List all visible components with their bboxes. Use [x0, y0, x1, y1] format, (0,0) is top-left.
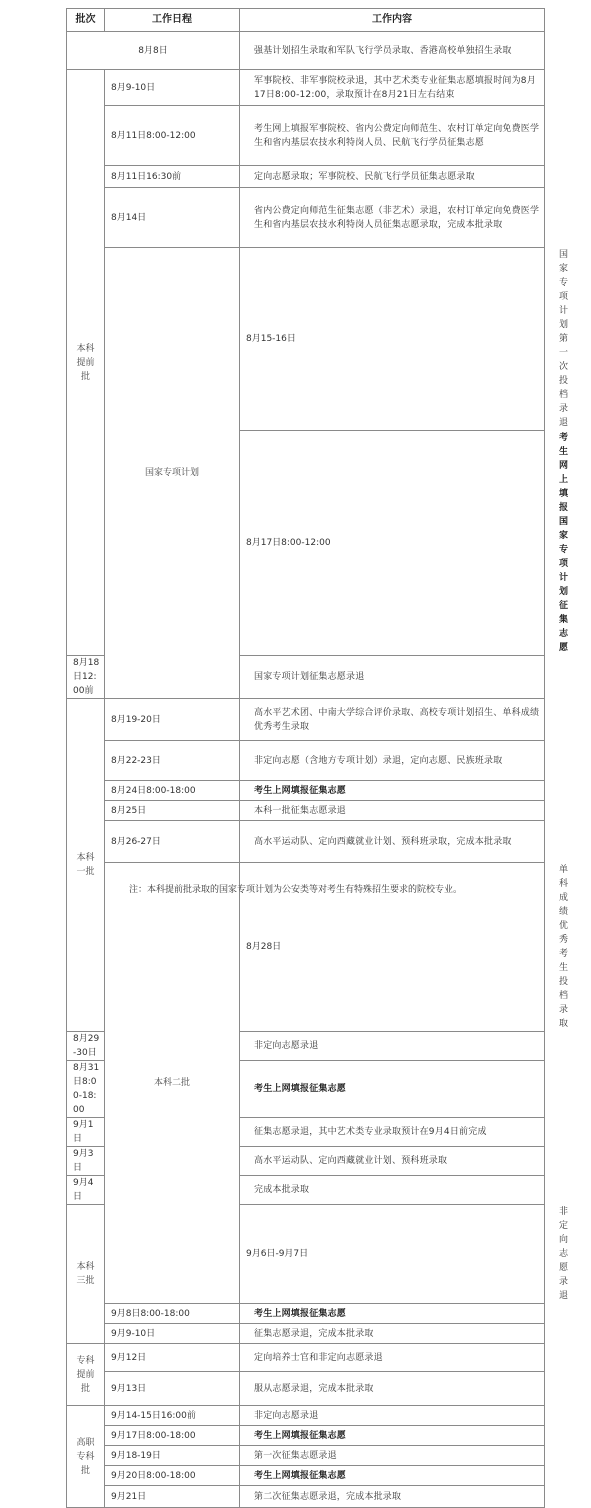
date-cell: 8月29-30日 — [67, 1032, 105, 1061]
table-row — [67, 1446, 545, 1466]
work-content-cell: 军事院校、非军事院校录退，其中艺术类专业征集志愿填报时间为8月17日8:00-12:00，录取预计在8月21日左右结束 — [240, 70, 545, 106]
work-content-cell: 非定向志愿录退 — [240, 1406, 545, 1426]
batch-cell: 国家专项计划 — [105, 248, 240, 699]
table-row — [67, 781, 545, 801]
table-row — [67, 1406, 545, 1426]
batch-cell: 专科提前批 — [67, 1344, 105, 1406]
date-cell: 8月22-23日 — [105, 741, 240, 781]
date-cell: 8月11日16:30前 — [105, 166, 240, 188]
table-row: 8月17日8:00-12:00 考生网上填报国家专项计划征集志愿 — [67, 431, 545, 656]
date-cell: 8月18日12:00前 — [67, 656, 105, 699]
table-row — [67, 1466, 545, 1486]
date-cell: 9月14-15日16:00前 — [105, 1406, 240, 1426]
table-row — [67, 801, 545, 821]
date-cell: 8月19-20日 — [105, 699, 240, 741]
work-content-cell: 完成本批录取 — [240, 1176, 545, 1205]
work-content-cell: 强基计划招生录取和军队飞行学员录取、香港高校单独招生录取 — [240, 32, 545, 70]
work-content-cell: 定向志愿录取；军事院校、民航飞行学员征集志愿录取 — [240, 166, 545, 188]
table-row: 本科三批 9月6日-9月7日 非定向志愿录退 — [67, 1205, 545, 1304]
table-row — [67, 32, 545, 70]
work-content-cell: 考生网上填报军事院校、省内公费定向师范生、农村订单定向免费医学生和省内基层农技水利特岗人员、民航飞行学员征集志愿 — [240, 106, 545, 166]
table-row — [67, 70, 545, 106]
date-cell: 9月4日 — [67, 1176, 105, 1205]
date-cell: 8月17日8:00-12:00 — [240, 431, 545, 656]
date-cell: 9月21日 — [105, 1486, 240, 1508]
table-row — [67, 188, 545, 248]
date-cell: 9月9-10日 — [105, 1324, 240, 1344]
batch-cell: 本科二批 — [105, 863, 240, 1304]
date-cell: 8月24日8:00-18:00 — [105, 781, 240, 801]
batch-cell: 高职专科批 — [67, 1406, 105, 1508]
date-cell: 9月17日8:00-18:00 — [105, 1426, 240, 1446]
date-cell: 9月20日8:00-18:00 — [105, 1466, 240, 1486]
table-row — [67, 699, 545, 741]
work-content-cell: 第一次征集志愿录退 — [240, 1446, 545, 1466]
date-cell: 8月11日8:00-12:00 — [105, 106, 240, 166]
date-cell: 8月8日 — [67, 32, 240, 70]
date-cell: 8月14日 — [105, 188, 240, 248]
work-content-cell: 高水平运动队、定向西藏就业计划、预科班录取，完成本批录取 — [240, 821, 545, 863]
date-cell: 9月12日 — [105, 1344, 240, 1372]
table-row — [67, 1372, 545, 1406]
date-cell: 8月26-27日 — [105, 821, 240, 863]
date-cell: 9月1日 — [67, 1118, 105, 1147]
work-content-cell: 第二次征集志愿录退，完成本批录取 — [240, 1486, 545, 1508]
date-cell: 9月3日 — [67, 1147, 105, 1176]
work-content-cell: 考生上网填报征集志愿 — [240, 781, 545, 801]
table-row — [67, 741, 545, 781]
date-cell: 9月8日8:00-18:00 — [105, 1304, 240, 1324]
work-content-cell: 省内公费定向师范生征集志愿（非艺术）录退，农村订单定向免费医学生和省内基层农技水利特岗人员征集志愿录取，完成本批录取 — [240, 188, 545, 248]
batch-cell: 本科三批 — [67, 1205, 105, 1344]
work-content-cell: 考生上网填报征集志愿 — [240, 1061, 545, 1118]
work-content-cell: 高水平运动队、定向西藏就业计划、预科班录取 — [240, 1147, 545, 1176]
work-content-cell: 考生上网填报征集志愿 — [240, 1426, 545, 1446]
table-row — [67, 1344, 545, 1372]
table-row — [67, 821, 545, 863]
table-row: 国家专项计划 8月15-16日 国家专项计划第一次投档录退 — [67, 248, 545, 431]
table-row — [67, 1426, 545, 1446]
table-row — [67, 166, 545, 188]
work-content-cell: 考生上网填报征集志愿 — [240, 1466, 545, 1486]
table-header-row — [67, 9, 545, 32]
work-content-cell: 考生上网填报征集志愿 — [240, 1304, 545, 1324]
work-content-cell: 非定向志愿（含地方专项计划）录退，定向志愿、民族班录取 — [240, 741, 545, 781]
header-batch: 批次 — [67, 9, 105, 32]
date-cell: 9月18-19日 — [105, 1446, 240, 1466]
header-work: 工作内容 — [240, 9, 545, 32]
date-cell: 8月28日 — [240, 863, 545, 1032]
work-content-cell: 征集志愿录退，其中艺术类专业录取预计在9月4日前完成 — [240, 1118, 545, 1147]
work-content-cell: 本科一批征集志愿录退 — [240, 801, 545, 821]
date-cell: 9月13日 — [105, 1372, 240, 1406]
batch-cell: 本科提前批 — [67, 70, 105, 656]
work-content-cell: 国家专项计划征集志愿录退 — [240, 656, 545, 699]
work-content-cell: 服从志愿录退，完成本批录取 — [240, 1372, 545, 1406]
date-cell: 8月15-16日 — [240, 248, 545, 431]
work-content-cell: 征集志愿录退，完成本批录取 — [240, 1324, 545, 1344]
table-row — [67, 1324, 545, 1344]
footnote: 注：本科提前批录取的国家专项计划为公安类等对考生有特殊招生要求的院校专业。 — [128, 885, 462, 895]
date-cell: 9月6日-9月7日 — [240, 1205, 545, 1304]
work-content-cell: 非定向志愿录退 — [240, 1032, 545, 1061]
date-cell: 8月9-10日 — [105, 70, 240, 106]
work-content-cell: 定向培养士官和非定向志愿录退 — [240, 1344, 545, 1372]
work-content-cell: 高水平艺术团、中南大学综合评价录取、高校专项计划招生、单科成绩优秀考生录取 — [240, 699, 545, 741]
admission-schedule-sheet — [66, 8, 569, 1508]
table-row — [67, 106, 545, 166]
table-body — [67, 32, 569, 1508]
table-row: 本科二批 8月28日 单科成绩优秀考生投档录取 — [67, 863, 545, 1032]
date-cell: 8月25日 — [105, 801, 240, 821]
batch-cell: 本科一批 — [67, 699, 105, 1032]
header-date: 工作日程 — [105, 9, 240, 32]
admission-schedule-table — [66, 8, 569, 1508]
table-row — [67, 1304, 545, 1324]
date-cell: 8月31日8:00-18:00 — [67, 1061, 105, 1118]
table-row — [67, 1486, 545, 1508]
